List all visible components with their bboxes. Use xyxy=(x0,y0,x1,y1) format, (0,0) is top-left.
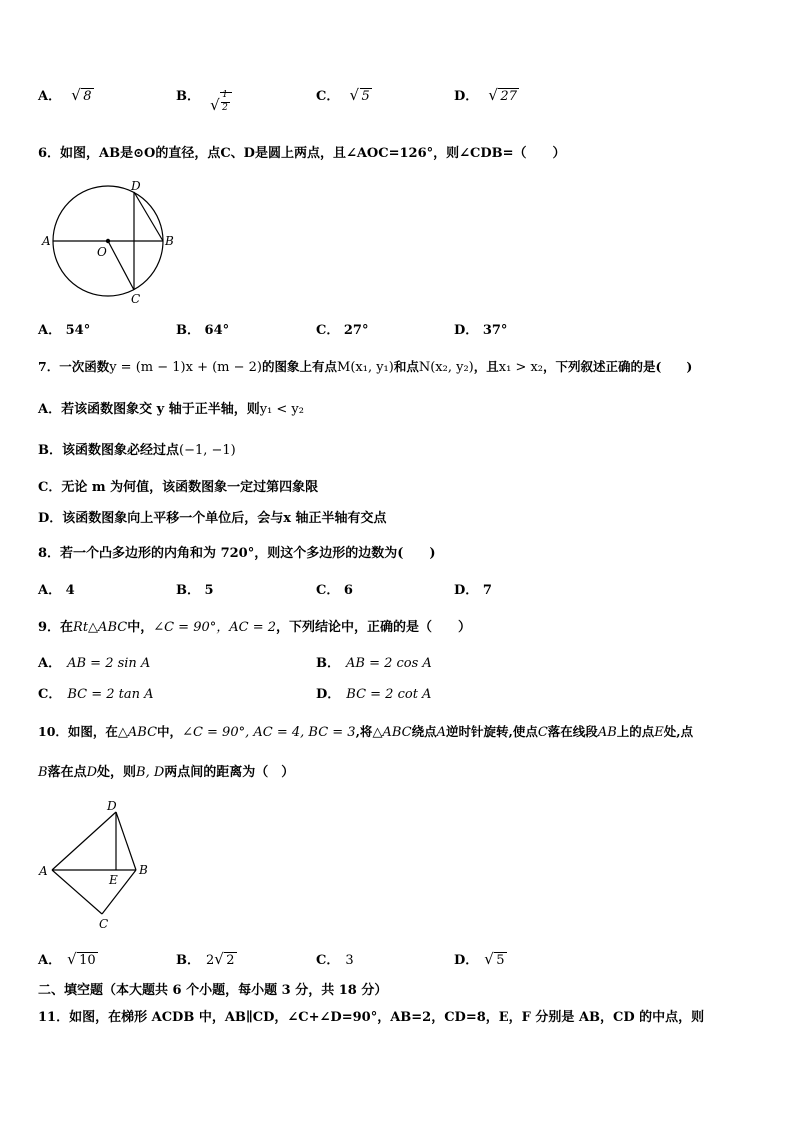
q6-chord-db xyxy=(134,192,163,241)
q8-option-d: D． 7 xyxy=(454,583,492,598)
q6-stem: 6．如图，AB是⊙O的直径，点C、D是圆上两点，且∠AOC=126°，则∠CDB=（ ） xyxy=(38,146,566,161)
q10-stem-line2: B落在点D处，则B, D两点间的距离为（ ） xyxy=(38,765,295,780)
q10-stem-line1: 10．如图，在△ABC中，∠C = 90°, AC = 4, BC = 3,将△ABC绕点A逆时针旋转,使点C落在线段AB上的点E处,点 xyxy=(38,724,694,740)
q9-option-b: B． AB = 2 cos A xyxy=(316,656,432,671)
q5-option-b: B． √ 1 2 xyxy=(176,88,234,124)
q8-option-b: B． 5 xyxy=(176,583,214,598)
q7-option-b: B．该函数图象必经过点(−1, −1) xyxy=(38,443,236,458)
q10-segment-ac xyxy=(52,870,102,914)
q7-stem: 7．一次函数y = (m − 1)x + (m − 2)的图象上有点M(x₁, y₁)和点N(x₂, y₂)，且x₁ > x₂，下列叙述正确的是( ) xyxy=(38,359,693,375)
q9-option-d: D． BC = 2 cot A xyxy=(316,687,432,702)
q6-label-c: C xyxy=(131,292,141,306)
q6-option-c: C． 27° xyxy=(316,323,369,338)
q10-segment-ad xyxy=(52,812,116,870)
q10-option-d: D． √ 5 xyxy=(454,950,505,968)
q11-stem: 11．如图，在梯形 ACDB 中，AB∥CD，∠C+∠D=90°，AB=2，CD=8，E，F 分别是 AB，CD 的中点，则 xyxy=(38,1010,705,1025)
q9-option-c: C． BC = 2 tan A xyxy=(38,687,154,702)
q10-label-d: D xyxy=(107,799,117,813)
section2-heading: 二、填空题（本大题共 6 个小题，每小题 3 分，共 18 分） xyxy=(38,983,388,998)
q10-option-b: B． 2 √ 2 xyxy=(176,950,235,968)
q5-option-c: C． √ 5 xyxy=(316,86,370,104)
q8-stem: 8．若一个凸多边形的内角和为 720°，则这个多边形的边数为( ) xyxy=(38,546,436,561)
q7-option-d: D．该函数图象向上平移一个单位后，会与x 轴正半轴有交点 xyxy=(38,511,387,526)
q8-option-a: A． 4 xyxy=(38,583,75,598)
q6-option-a: A． 54° xyxy=(38,323,91,338)
q10-triangle-figure xyxy=(34,796,164,934)
q10-label-c: C xyxy=(99,917,109,931)
q7-option-c: C．无论 m 为何值，该函数图象一定过第四象限 xyxy=(38,480,319,495)
q8-option-c: C． 6 xyxy=(316,583,353,598)
q10-option-a: A． √ 10 xyxy=(38,950,96,968)
q6-label-o: O xyxy=(97,245,107,259)
q10-segment-cb xyxy=(102,870,136,914)
q7-option-a: A．若该函数图象交 y 轴于正半轴，则y₁ < y₂ xyxy=(38,402,304,417)
q5-option-d: D． √ 27 xyxy=(454,86,517,104)
q5-option-b-sqrt-fraction: √ 1 2 xyxy=(210,88,234,124)
q6-option-d: D． 37° xyxy=(454,323,508,338)
q10-label-a: A xyxy=(39,864,48,878)
q6-center-dot xyxy=(106,239,110,243)
q9-option-a: A． AB = 2 sin A xyxy=(38,656,151,671)
q10-label-b: B xyxy=(139,863,148,877)
q10-label-e: E xyxy=(109,873,118,887)
q6-label-d: D xyxy=(131,179,141,193)
q6-radius-oc xyxy=(108,241,134,290)
q10-segment-db xyxy=(116,812,136,870)
q6-option-b: B． 64° xyxy=(176,323,230,338)
q9-stem: 9．在Rt△ABC中，∠C = 90°，AC = 2，下列结论中，正确的是（ ） xyxy=(38,620,472,635)
q6-label-b: B xyxy=(165,234,174,248)
q6-label-a: A xyxy=(42,234,51,248)
q5-option-a: A． √ 8 xyxy=(38,86,92,104)
q6-circle-figure xyxy=(38,178,188,308)
q10-option-c: C． 3 xyxy=(316,953,354,968)
